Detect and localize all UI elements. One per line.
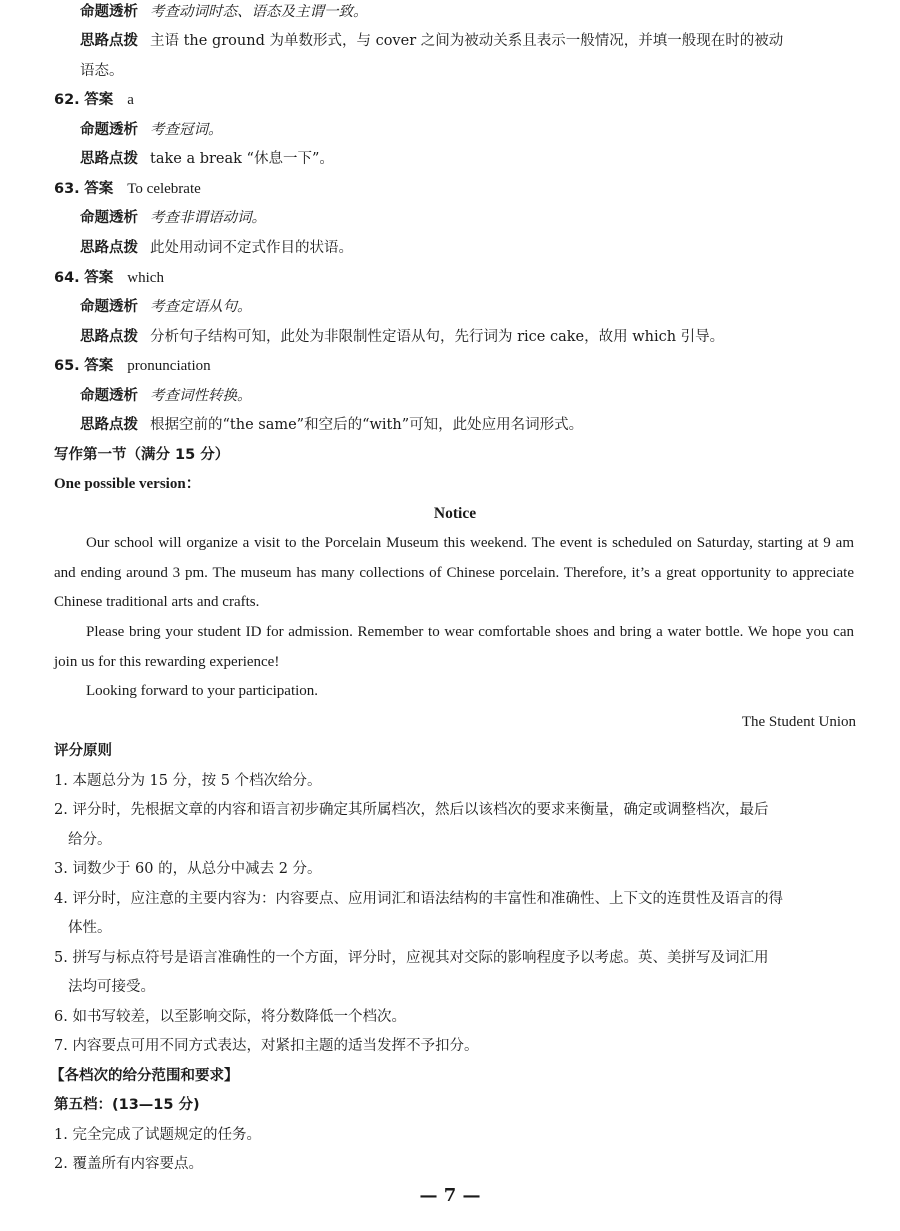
- answer-63: 63. 答案 To celebrate: [54, 181, 201, 197]
- writing-section-title: 写作第一节（满分 15 分）: [54, 447, 230, 463]
- level-5-item-1: 1. 完全完成了试题规定的任务。: [54, 1127, 261, 1143]
- scoring-title: 评分原则: [54, 743, 112, 759]
- tip-line-61-cont: 语态。: [80, 63, 124, 79]
- intent-line-61: 命题透析 考查动词时态、语态及主谓一致。: [80, 4, 368, 20]
- answer-62: 62. 答案 a: [54, 92, 134, 108]
- scoring-rule-2-cont: 给分。: [68, 832, 112, 848]
- level-5-title: 第五档：(13—15 分): [54, 1097, 200, 1113]
- levels-title: 【各档次的给分范围和要求】: [50, 1068, 239, 1084]
- scoring-rule-5-cont: 法均可接受。: [68, 979, 155, 995]
- notice-paragraph-1: Our school will organize a visit to the Porcelain Museum this weekend. The event is scheduled on Saturday, starting at 9 am and ending around 3 pm. The museum has many collections of Chinese porcelain. Therefore, it’s a great opportunity to appreciate Chinese traditional arts and crafts.: [54, 535, 854, 610]
- scoring-rule-4-cont: 体性。: [68, 920, 112, 936]
- tip-line-65: 思路点拨 根据空前的“the same”和空后的“with”可知，此处应用名词形式。: [80, 417, 584, 433]
- scoring-rule-5: 5. 拼写与标点符号是语言准确性的一个方面，评分时，应视其对交际的影响程度予以考虑。英、美拼写及词汇用: [54, 950, 769, 966]
- tip-line-64: 思路点拨 分析句子结构可知，此处为非限制性定语从句，先行词为 rice cake，故用 which 引导。: [80, 329, 725, 345]
- level-5-item-2: 2. 覆盖所有内容要点。: [54, 1156, 203, 1172]
- version-label: One possible version：: [54, 476, 201, 492]
- notice-paragraph-2: Please bring your student ID for admission. Remember to wear comfortable shoes and bring a water bottle. We hope you can join us for this rewarding experience!: [54, 624, 854, 670]
- notice-title: Notice: [433, 505, 477, 522]
- answer-65: 65. 答案 pronunciation: [54, 358, 211, 374]
- scoring-rule-6: 6. 如书写较差，以至影响交际，将分数降低一个档次。: [54, 1009, 406, 1025]
- intent-line-65: 命题透析 考查词性转换。: [80, 388, 252, 404]
- scoring-rule-3: 3. 词数少于 60 的，从总分中减去 2 分。: [54, 861, 322, 877]
- page-number: — 7 —: [419, 1185, 481, 1206]
- tip-line-62: 思路点拨 take a break “休息一下”。: [80, 151, 334, 167]
- intent-line-64: 命题透析 考查定语从句。: [80, 299, 252, 315]
- scoring-rule-2: 2. 评分时，先根据文章的内容和语言初步确定其所属档次，然后以该档次的要求来衡量，确定或调整档次，最后: [54, 802, 769, 818]
- tip-line-63: 思路点拨 此处用动词不定式作目的状语。: [80, 240, 353, 256]
- answer-64: 64. 答案 which: [54, 270, 164, 286]
- scoring-rule-1: 1. 本题总分为 15 分，按 5 个档次给分。: [54, 773, 322, 789]
- notice-signature: The Student Union: [741, 714, 856, 730]
- tip-line-61: 思路点拨 主语 the ground 为单数形式，与 cover 之间为被动关系且表示一般情况，并填一般现在时的被动: [80, 33, 784, 49]
- intent-line-62: 命题透析 考查冠词。: [80, 122, 223, 138]
- scoring-rule-7: 7. 内容要点可用不同方式表达，对紧扣主题的适当发挥不予扣分。: [54, 1038, 479, 1054]
- notice-paragraph-3: Looking forward to your participation.: [86, 683, 319, 699]
- scoring-rule-4: 4. 评分时，应注意的主要内容为：内容要点、应用词汇和语法结构的丰富性和准确性、上下文的连贯性及语言的得: [54, 891, 783, 907]
- intent-line-63: 命题透析 考查非谓语动词。: [80, 210, 266, 226]
